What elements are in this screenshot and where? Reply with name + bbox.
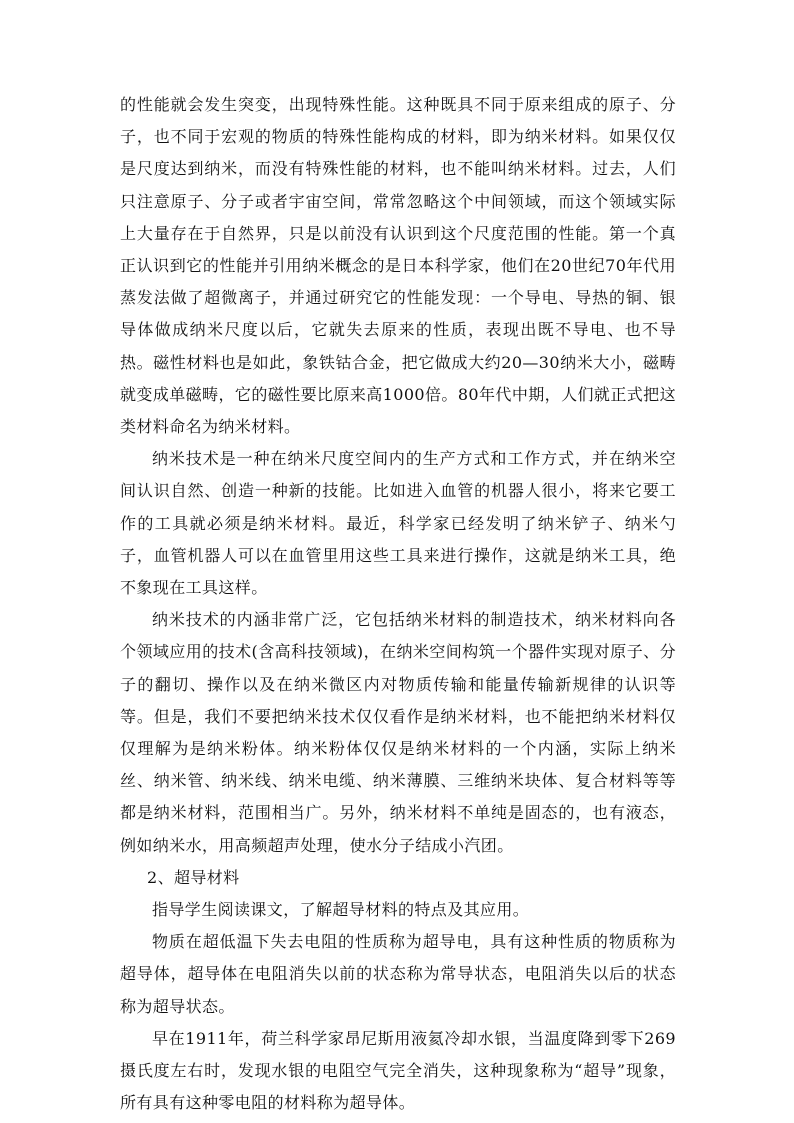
paragraph-superconductor-history: 早在1911年，荷兰科学家昂尼斯用液氦冷却水银，当温度降到零下269摄氏度左右时，发现水银的电阻空气完全消失，这种现象称为“超导”现象，所有具有这种零电阻的材料称为超导体。 [120,1028,676,1113]
paragraph-reading-guidance: 指导学生阅读课文，了解超导材料的特点及其应用。 [152,900,530,920]
paragraph-nanotechnology-definition: 纳米技术是一种在纳米尺度空间内的生产方式和工作方式，并在纳米空间认识自然、创造一种新的技能。比如进入血管的机器人很小，将来它要工作的工具就必须是纳米材料。最近，科学家已经发明了纳米铲子、纳米勺子，血管机器人可以在血管里用这些工具来进行操作，这就是纳米工具，绝不象现在工具这样。 [120,449,676,598]
paragraph-nanomaterial-properties: 的性能就会发生突变，出现特殊性能。这种既具不同于原来组成的原子、分子，也不同于宏观的物质的特殊性能构成的材料，即为纳米材料。如果仅仅是尺度达到纳米，而没有特殊性能的材料，也不能叫纳米材料。过去，人们只注意原子、分子或者宇宙空间，常常忽略这个中间领域，而这个领域实际上大量存在于自然界，只是以前没有认识到这个尺度范围的性能。第一个真正认识到它的性能并引用纳米概念的是日本科学家，他们在20世纪70年代用蒸发法做了超微离子，并通过研究它的性能发现：一个导电、导热的铜、银导体做成纳米尺度以后，它就失去原来的性质，表现出既不导电、也不导热。磁性材料也是如此，象铁钴合金，把它做成大约20—30纳米大小，磁畴就变成单磁畴，它的磁性要比原来高1000倍。80年代中期，人们就正式把这类材料命名为纳米材料。 [120,95,676,437]
paragraph-nanotechnology-scope: 纳米技术的内涵非常广泛，它包括纳米材料的制造技术，纳米材料向各个领域应用的技术(含高科技领域)，在纳米空间构筑一个器件实现对原子、分子的翻切、操作以及在纳米微区内对物质传输和能量传输新规律的认识等等。但是，我们不要把纳米技术仅仅看作是纳米材料，也不能把纳米材料仅仅理解为是纳米粉体。纳米粉体仅仅是纳米材料的一个内涵，实际上纳米丝、纳米管、纳米线、纳米电缆、纳米薄膜、三维纳米块体、复合材料等等都是纳米材料，范围相当广。另外，纳米材料不单纯是固态的，也有液态，例如纳米水，用高频超声处理，使水分子结成小汽团。 [120,610,676,855]
paragraph-superconductor-definition: 物质在超低温下失去电阻的性质称为超导电，具有这种性质的物质称为超导体，超导体在电阻消失以前的状态称为常导状态，电阻消失以后的状态称为超导状态。 [120,932,676,1016]
document-page [120,89,676,1120]
section-heading-superconductor: 2、超导材料 [147,867,240,887]
